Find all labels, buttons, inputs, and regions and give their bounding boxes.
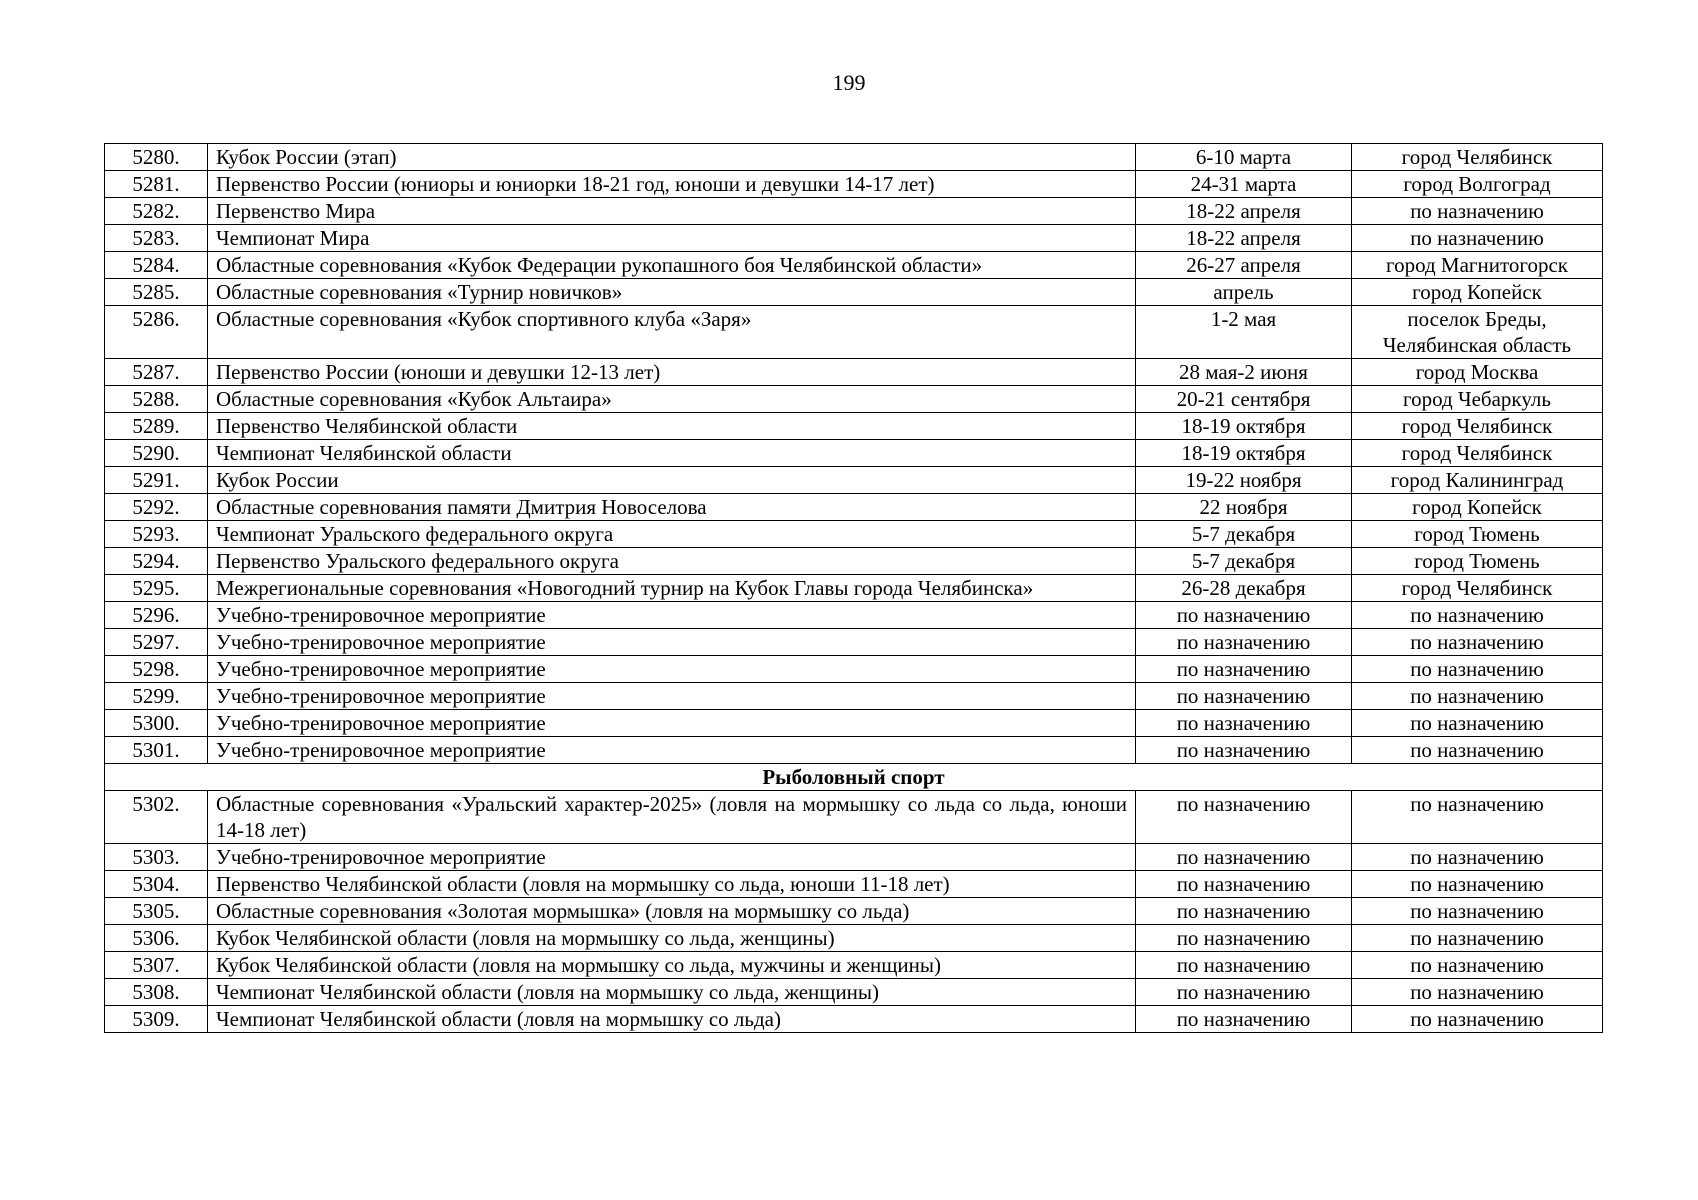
event-name: Первенство Уральского федерального округа [208,548,1136,575]
event-name: Областные соревнования «Кубок Альтаира» [208,386,1136,413]
event-name: Областные соревнования «Кубок Федерации рукопашного боя Челябинской области» [208,252,1136,279]
table-row [105,306,1603,359]
event-name: Кубок Челябинской области (ловля на мормышку со льда, мужчины и женщины) [208,952,1136,979]
event-number: 5298. [105,656,208,683]
event-name: Чемпионат Челябинской области (ловля на мормышку со льда) [208,1006,1136,1033]
event-location: город Тюмень [1352,548,1603,575]
event-number: 5292. [105,494,208,521]
event-location: по назначению [1352,737,1603,764]
event-location: город Челябинск [1352,440,1603,467]
event-location: по назначению [1352,979,1603,1006]
event-number: 5303. [105,844,208,871]
table-row [105,521,1603,548]
table-row [105,494,1603,521]
event-dates: 18-19 октября [1136,440,1352,467]
event-dates: 6-10 марта [1136,144,1352,171]
event-dates: по назначению [1136,737,1352,764]
event-location: поселок Бреды, Челябинская область [1352,306,1603,359]
table-row [105,844,1603,871]
event-number: 5283. [105,225,208,252]
event-name: Первенство Мира [208,198,1136,225]
event-dates: по назначению [1136,952,1352,979]
event-location: по назначению [1352,925,1603,952]
event-name: Учебно-тренировочное мероприятие [208,683,1136,710]
event-dates: 18-22 апреля [1136,198,1352,225]
table-row [105,225,1603,252]
event-name: Межрегиональные соревнования «Новогодний турнир на Кубок Главы города Челябинска» [208,575,1136,602]
table-row [105,656,1603,683]
event-location: по назначению [1352,710,1603,737]
event-dates: 18-22 апреля [1136,225,1352,252]
event-location: по назначению [1352,683,1603,710]
event-number: 5288. [105,386,208,413]
event-number: 5295. [105,575,208,602]
event-location: город Копейск [1352,494,1603,521]
section-header-row [105,764,1603,791]
table-row [105,979,1603,1006]
table-row [105,925,1603,952]
event-name: Областные соревнования «Золотая мормышка» (ловля на мормышку со льда) [208,898,1136,925]
event-dates: 26-27 апреля [1136,252,1352,279]
event-name: Областные соревнования «Кубок спортивного клуба «Заря» [208,306,1136,359]
event-name: Первенство России (юниоры и юниорки 18-21 год, юноши и девушки 14-17 лет) [208,171,1136,198]
table-row [105,548,1603,575]
event-location: город Челябинск [1352,144,1603,171]
event-name: Кубок России [208,467,1136,494]
event-number: 5299. [105,683,208,710]
table-row [105,602,1603,629]
event-name: Областные соревнования «Уральский характер-2025» (ловля на мормышку со льда со льда, юноши 14-18 лет) [208,791,1136,844]
event-dates: по назначению [1136,979,1352,1006]
page-number: 199 [832,70,866,95]
table-row [105,279,1603,306]
event-name: Кубок Челябинской области (ловля на мормышку со льда, женщины) [208,925,1136,952]
event-number: 5301. [105,737,208,764]
event-name: Чемпионат Мира [208,225,1136,252]
event-dates: по назначению [1136,844,1352,871]
event-name: Учебно-тренировочное мероприятие [208,656,1136,683]
event-name: Учебно-тренировочное мероприятие [208,602,1136,629]
event-dates: по назначению [1136,1006,1352,1033]
table-row [105,144,1603,171]
table-row [105,737,1603,764]
event-number: 5297. [105,629,208,656]
event-number: 5296. [105,602,208,629]
event-number: 5306. [105,925,208,952]
event-name: Первенство России (юноши и девушки 12-13 лет) [208,359,1136,386]
table-row [105,171,1603,198]
event-name: Чемпионат Челябинской области (ловля на мормышку со льда, женщины) [208,979,1136,1006]
table-row [105,575,1603,602]
event-number: 5290. [105,440,208,467]
event-dates: 5-7 декабря [1136,548,1352,575]
event-name: Учебно-тренировочное мероприятие [208,629,1136,656]
event-dates: 5-7 декабря [1136,521,1352,548]
event-location: город Тюмень [1352,521,1603,548]
event-number: 5308. [105,979,208,1006]
table-row [105,952,1603,979]
event-location: город Копейск [1352,279,1603,306]
event-location: по назначению [1352,602,1603,629]
events-table-body [105,144,1603,1033]
event-dates: по назначению [1136,629,1352,656]
event-dates: по назначению [1136,791,1352,844]
table-row [105,252,1603,279]
event-dates: апрель [1136,279,1352,306]
event-number: 5302. [105,791,208,844]
table-row [105,710,1603,737]
event-name: Кубок России (этап) [208,144,1136,171]
event-location: по назначению [1352,844,1603,871]
event-dates: по назначению [1136,710,1352,737]
event-location: по назначению [1352,871,1603,898]
event-name: Первенство Челябинской области [208,413,1136,440]
event-number: 5304. [105,871,208,898]
event-location: по назначению [1352,952,1603,979]
event-dates: 28 мая-2 июня [1136,359,1352,386]
event-location: по назначению [1352,898,1603,925]
event-dates: 18-19 октября [1136,413,1352,440]
event-number: 5281. [105,171,208,198]
event-location: город Челябинск [1352,575,1603,602]
events-table [104,143,1603,1033]
table-row [105,1006,1603,1033]
event-number: 5284. [105,252,208,279]
event-number: 5282. [105,198,208,225]
table-row [105,898,1603,925]
event-dates: 22 ноября [1136,494,1352,521]
event-name: Учебно-тренировочное мероприятие [208,710,1136,737]
event-name: Первенство Челябинской области (ловля на мормышку со льда, юноши 11-18 лет) [208,871,1136,898]
event-location: по назначению [1352,656,1603,683]
event-name: Областные соревнования памяти Дмитрия Новоселова [208,494,1136,521]
event-dates: 19-22 ноября [1136,467,1352,494]
event-number: 5293. [105,521,208,548]
event-number: 5291. [105,467,208,494]
table-row [105,871,1603,898]
event-dates: 24-31 марта [1136,171,1352,198]
event-location: по назначению [1352,629,1603,656]
event-number: 5289. [105,413,208,440]
event-number: 5294. [105,548,208,575]
event-location: город Магнитогорск [1352,252,1603,279]
event-name: Учебно-тренировочное мероприятие [208,844,1136,871]
event-dates: 26-28 декабря [1136,575,1352,602]
event-location: город Челябинск [1352,413,1603,440]
event-location: город Волгоград [1352,171,1603,198]
table-row [105,413,1603,440]
event-number: 5307. [105,952,208,979]
event-name: Учебно-тренировочное мероприятие [208,737,1136,764]
event-dates: 1-2 мая [1136,306,1352,359]
section-title: Рыболовный спорт [105,764,1603,791]
event-location: город Чебаркуль [1352,386,1603,413]
event-name: Чемпионат Уральского федерального округа [208,521,1136,548]
event-dates: по назначению [1136,602,1352,629]
event-location: город Калининград [1352,467,1603,494]
event-name: Областные соревнования «Турнир новичков» [208,279,1136,306]
event-dates: 20-21 сентября [1136,386,1352,413]
event-number: 5286. [105,306,208,359]
event-dates: по назначению [1136,871,1352,898]
event-dates: по назначению [1136,925,1352,952]
event-dates: по назначению [1136,656,1352,683]
event-name: Чемпионат Челябинской области [208,440,1136,467]
event-number: 5309. [105,1006,208,1033]
event-dates: по назначению [1136,898,1352,925]
table-row [105,683,1603,710]
table-row [105,629,1603,656]
event-location: по назначению [1352,1006,1603,1033]
event-location: по назначению [1352,791,1603,844]
table-row [105,198,1603,225]
table-row [105,467,1603,494]
event-number: 5305. [105,898,208,925]
event-number: 5287. [105,359,208,386]
table-row [105,440,1603,467]
event-number: 5285. [105,279,208,306]
table-row [105,386,1603,413]
event-location: город Москва [1352,359,1603,386]
event-location: по назначению [1352,198,1603,225]
table-row [105,359,1603,386]
event-location: по назначению [1352,225,1603,252]
event-number: 5280. [105,144,208,171]
event-number: 5300. [105,710,208,737]
table-row [105,791,1603,844]
event-dates: по назначению [1136,683,1352,710]
